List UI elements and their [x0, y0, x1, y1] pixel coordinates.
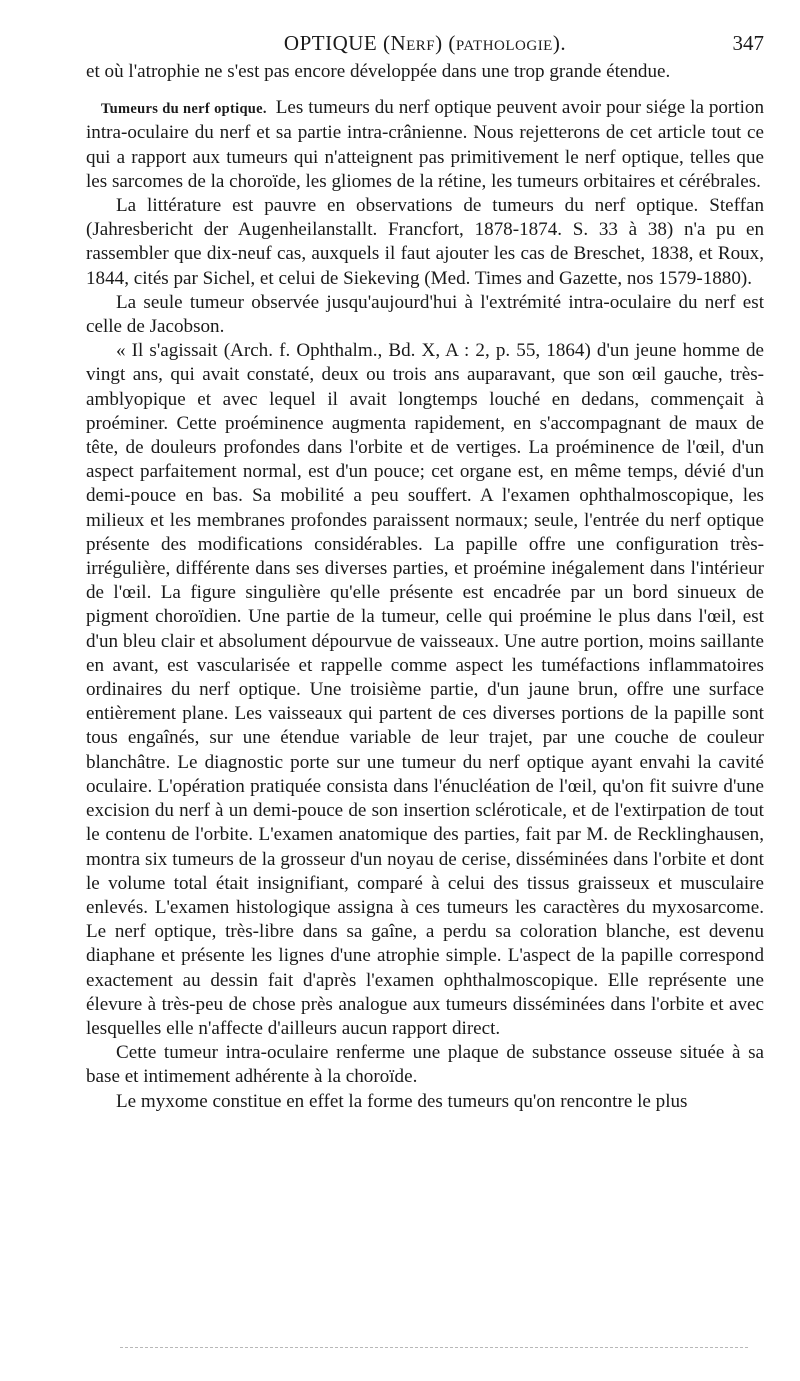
paragraph-myxome: Le myxome constitue en effet la forme des tumeurs qu'on rencontre le plus — [116, 1090, 688, 1112]
running-title-nerf: (Nerf) — [382, 31, 443, 55]
section-heading: Tumeurs du nerf optique. — [101, 101, 267, 118]
paragraph-jacobson: La seule tumeur observée jusqu'aujourd'hui à l'extrémité intra-oculaire du nerf est celle de Jacobson. — [86, 291, 764, 338]
body-text — [86, 60, 764, 1114]
paragraph-tumeurs-text: Les tumeurs du nerf optique peuvent avoir pour siége la portion intra-oculaire du nerf et sa partie intra-crânienne. Nous rejetterons de cet article tout ce qui a rapport aux tumeurs qui n'atteignent pas primitivement le nerf optique, telles que les sarcomes de la choroïde, les gliomes de la rétine, les tumeurs orbitaires et cérébrales. — [86, 97, 764, 192]
running-title — [86, 28, 764, 58]
paragraph-continuation: et où l'atrophie ne s'est pas encore développée dans une trop grande étendue. — [86, 61, 671, 82]
running-title-main: OPTIQUE — [283, 31, 378, 55]
running-title-pathologie: (pathologie). — [448, 31, 567, 55]
paragraph-observation: « Il s'agissait (Arch. f. Ophthalm., Bd. X, A : 2, p. 55, 1864) d'un jeune homme de vingt ans, qui avait constaté, deux ou trois ans auparavant, que son œil gauche, très-amblyopique et avec lequel il avait longtemps louché en dedans, commençait à proéminer. Cette proéminence augmenta rapidement, en s'accompagnant de maux de tête, de douleurs profondes dans l'orbite et de vertiges. La proéminence de l'œil, d'un aspect parfaitement normal, est d'un pouce; cet organe est, en même temps, dévié d'un demi-pouce en bas. Sa mobilité a peu souffert. A l'examen ophthalmoscopique, les milieux et les membranes profondes paraissent normaux; seule, l'entrée du nerf optique présente des modifications considérables. La papille offre une configuration très-irrégulière, différente dans ses diverses parties, et proémine inégalement dans l'intérieur de l'œil. La figure singulière qu'elle présente est encadrée par un bord sinueux de pigment choroïdien. Une partie de la tumeur, celle qui proémine le plus dans l'œil, est d'un bleu clair et absolument dépourvue de vaisseaux. Une autre portion, moins saillante en avant, est vascularisée et rappelle comme aspect les tuméfactions inflammatoires ordinaires du nerf optique. Une troisième partie, d'un jaune brun, offre une surface entièrement plane. Les vaisseaux qui partent de ces diverses portions de la papille sont tous engaînés, sur une étendue variable de leur trajet, par une couche de couleur blanchâtre. Le diagnostic porte sur une tumeur du nerf optique ayant envahi la cavité oculaire. L'opération pratiquée consista dans l'énucléation de l'œil, qu'on fit suivre d'une excision du nerf à un demi-pouce de son insertion scléroticale, et de l'extirpation de tout le contenu de l'orbite. L'examen anatomique des parties, fait par M. de Recklinghausen, montra six tumeurs de la grosseur d'un noyau de cerise, disséminées dans l'orbite et dont le volume total était insignifiant, comparé à celui des tissus graisseux et musculaire enlevés. L'examen histologique assigna à ces tumeurs les caractères du myxosarcome. Le nerf optique, très-libre dans sa gaîne, a perdu sa coloration blanche, est devenu diaphane et présente les lignes d'une atrophie simple. L'aspect de la papille correspond exactement au dessin fait d'après l'examen ophthalmoscopique. Elle représente une élevure à très-peu de chose près analogue aux tumeurs disséminées dans l'orbite et avec lesquelles elle n'affecte d'ailleurs aucun rapport direct. — [86, 340, 764, 1039]
footer-rule — [120, 1347, 748, 1348]
paragraph-litterature: La littérature est pauvre en observations de tumeurs du nerf optique. Steffan (Jahresbericht der Augenheilanstallt. Francfort, 1878-1874. S. 33 à 38) n'a pu en rassembler que dix-neuf cas, auxquels il faut ajouter les cas de Breschet, 1838, et Roux, 1844, cités par Sichel, et celui de Siekeving (Med. Times and Gazette, nos 1579-1880). — [86, 195, 764, 289]
paragraph-tumeurs — [86, 96, 764, 194]
page-number: 347 — [732, 31, 764, 55]
running-header — [86, 28, 764, 58]
paragraph-plaque: Cette tumeur intra-oculaire renferme une plaque de substance osseuse située à sa base et intimement adhérente à la choroïde. — [86, 1042, 764, 1088]
